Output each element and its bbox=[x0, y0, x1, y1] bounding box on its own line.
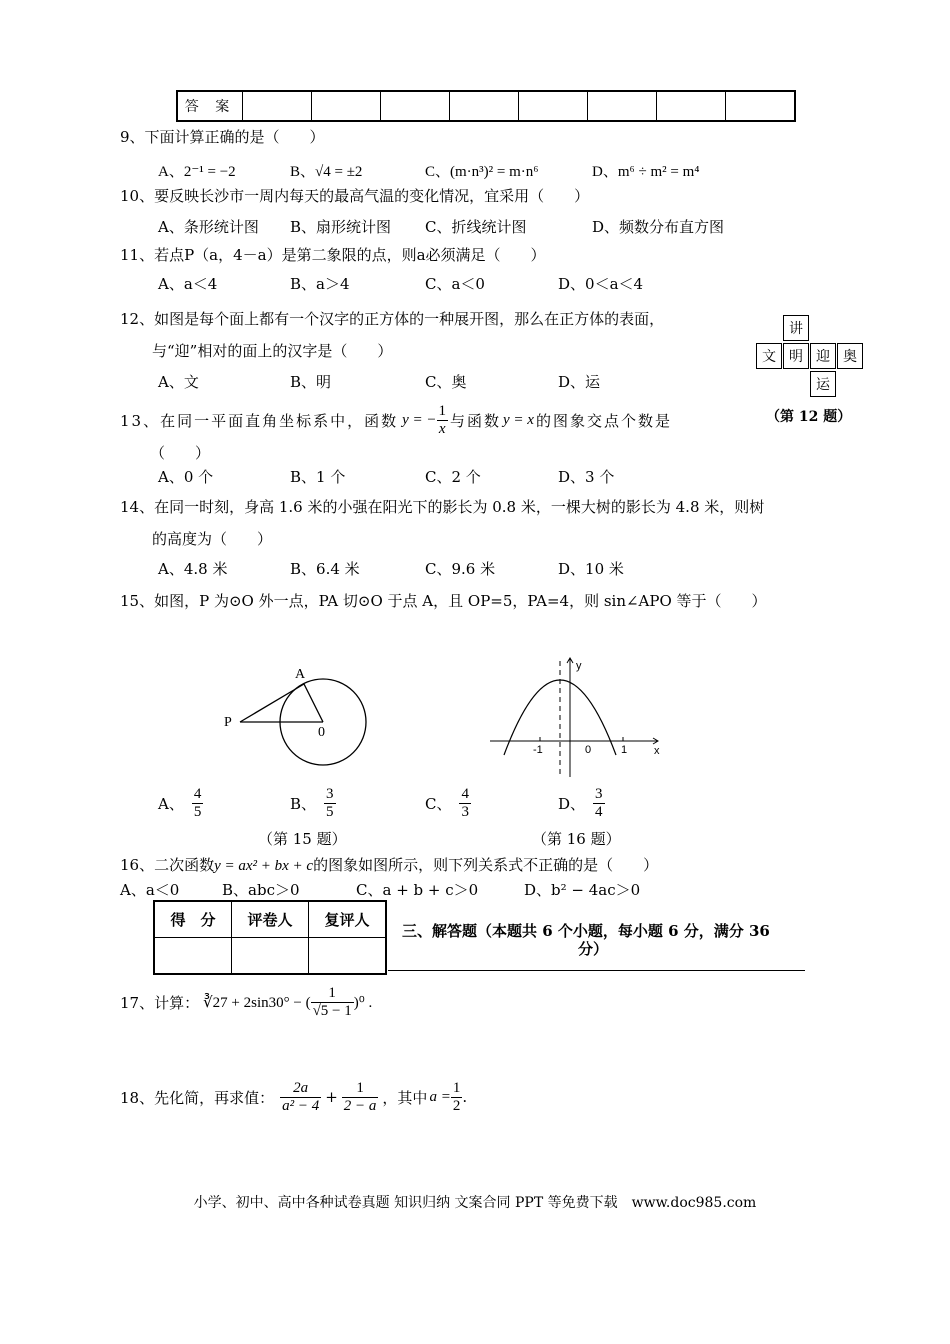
frac-denominator: 5 bbox=[193, 804, 202, 820]
label-p: P bbox=[224, 715, 232, 730]
option-prefix: D、 bbox=[558, 795, 586, 813]
frac-denominator: 2 − a bbox=[343, 1097, 377, 1114]
cube-face: 奥 bbox=[837, 343, 863, 369]
label-one: 1 bbox=[621, 744, 628, 756]
frac-denominator: 4 bbox=[595, 804, 603, 820]
q14-stem-line1: 14、在同一时刻，身高 1.6 米的小强在阳光下的影长为 0.8 米，一棵大树的影长为 4.8 米，则树 bbox=[120, 498, 765, 516]
q13-stem-b: 与函数 bbox=[450, 411, 502, 430]
reviewer-header: 复评人 bbox=[309, 901, 387, 938]
q12-option-c: C、奥 bbox=[425, 373, 467, 391]
cube-face: 文 bbox=[756, 343, 782, 369]
radius-oa bbox=[304, 684, 323, 722]
score-header: 得 分 bbox=[154, 901, 232, 938]
score-table bbox=[153, 900, 387, 975]
frac-numerator: 4 bbox=[461, 786, 469, 802]
q13-func2: y = x bbox=[503, 411, 534, 428]
q9-option-b: B、√4 = ±2 bbox=[290, 164, 363, 180]
answer-cell[interactable] bbox=[243, 91, 312, 121]
q12-option-a: A、文 bbox=[158, 373, 199, 391]
frac-denominator: a² − 4 bbox=[282, 1097, 320, 1114]
q12-option-b: B、明 bbox=[290, 373, 332, 391]
q13-option-b: B、1 个 bbox=[290, 468, 346, 486]
q18-end: . bbox=[462, 1088, 468, 1106]
q13-stem-a: 13、在同一平面直角坐标系中，函数 bbox=[120, 411, 399, 430]
q18-fraction-1 bbox=[280, 1080, 321, 1115]
label-a: A bbox=[295, 667, 306, 682]
label-o: 0 bbox=[318, 725, 325, 740]
q13-stem-c: 的图象交点个数是 bbox=[535, 411, 672, 430]
q16-caption: （第 16 题） bbox=[532, 830, 621, 848]
answer-cell[interactable] bbox=[726, 91, 796, 121]
frac-numerator: 1 bbox=[452, 1079, 461, 1096]
answer-cell[interactable] bbox=[450, 91, 519, 121]
answer-cell[interactable] bbox=[312, 91, 381, 121]
section3-divider bbox=[388, 970, 805, 971]
option-prefix: C、 bbox=[425, 795, 452, 813]
q12-option-d: D、运 bbox=[558, 373, 601, 391]
score-cell[interactable] bbox=[154, 938, 232, 975]
grader-header: 评卷人 bbox=[232, 901, 309, 938]
q17 bbox=[120, 982, 372, 1022]
q17-expr-b: )⁰ . bbox=[353, 994, 373, 1011]
q9-stem: 9、下面计算正确的是（ ） bbox=[120, 128, 325, 146]
q16-option-a: A、a＜0 bbox=[120, 881, 180, 899]
q10-option-d: D、频数分布直方图 bbox=[592, 218, 725, 236]
reviewer-cell[interactable] bbox=[309, 938, 387, 975]
q10-option-c: C、折线统计图 bbox=[425, 218, 527, 236]
q11-option-c: C、a＜0 bbox=[425, 275, 485, 293]
q10-option-b: B、扇形统计图 bbox=[290, 218, 392, 236]
tangent-pa bbox=[240, 684, 304, 722]
label-y: y bbox=[576, 660, 582, 672]
q12-caption: （第 12 题） bbox=[766, 409, 852, 425]
section3-heading-line2: 分） bbox=[578, 940, 609, 958]
q17-expr-a: ∛27 + 2sin30° − ( bbox=[203, 994, 311, 1011]
q10-option-a: A、条形统计图 bbox=[158, 218, 259, 236]
footer-text: 小学、初中、高中各种试卷真题 知识归纳 文案合同 PPT 等免费下载 www.doc985.com bbox=[193, 1195, 757, 1211]
q9-option-c: C、(m·n³)² = m·n⁶ bbox=[425, 164, 539, 180]
q11-option-b: B、a＞4 bbox=[290, 275, 350, 293]
q18-label: 18、先化简，再求值： bbox=[120, 1088, 275, 1107]
cube-face-bottom: 运 bbox=[810, 371, 836, 397]
cube-face: 明 bbox=[783, 343, 809, 369]
option-fraction bbox=[192, 786, 204, 821]
option-fraction bbox=[459, 786, 471, 821]
q12-stem-line1: 12、如图是每个面上都有一个汉字的正方体的一种展开图，那么在正方体的表面， bbox=[120, 310, 665, 328]
q11-option-a: A、a＜4 bbox=[158, 275, 218, 293]
q16-option-d: D、b² − 4ac＞0 bbox=[524, 881, 641, 899]
frac-numerator: 3 bbox=[326, 786, 334, 802]
q18-fraction-2 bbox=[342, 1080, 379, 1115]
q13-func1-prefix: y = − bbox=[402, 411, 437, 428]
grader-cell[interactable] bbox=[232, 938, 309, 975]
q15-figure bbox=[215, 660, 375, 775]
q14-stem-line2: 的高度为（ ） bbox=[152, 530, 273, 548]
section3-heading-line1: 三、解答题（本题共 6 个小题，每小题 6 分，满分 36 bbox=[402, 922, 770, 940]
frac-denominator: 2 bbox=[452, 1097, 461, 1114]
frac-denominator: x bbox=[438, 420, 446, 437]
answer-cell[interactable] bbox=[519, 91, 588, 121]
frac-numerator: 2a bbox=[280, 1080, 321, 1098]
cube-face: 迎 bbox=[810, 343, 836, 369]
q16-figure bbox=[490, 655, 665, 780]
option-fraction bbox=[324, 786, 336, 821]
q11-stem: 11、若点P（a，4－a）是第二象限的点，则a必须满足（ ） bbox=[120, 246, 546, 264]
q15-stem: 15、如图，P 为⊙O 外一点，PA 切⊙O 于点 A，且 OP=5，PA=4，则 sin∠APO 等于（ ） bbox=[120, 592, 767, 610]
q18-mid: ，其中 bbox=[382, 1088, 428, 1107]
q16-option-b: B、abc＞0 bbox=[222, 881, 300, 899]
frac-numerator: 3 bbox=[595, 786, 603, 802]
q15-caption: （第 15 题） bbox=[258, 830, 347, 848]
answer-table bbox=[176, 90, 796, 122]
label-x: x bbox=[654, 745, 660, 757]
q16-stem bbox=[120, 854, 658, 875]
q16-option-c: C、a + b + c＞0 bbox=[356, 881, 479, 899]
q16-stem-a: 16、二次函数 bbox=[120, 856, 215, 874]
q13-func1-fraction bbox=[437, 403, 449, 438]
frac-denominator: 5 bbox=[326, 804, 334, 820]
q16-stem-b: 的图象如图所示，则下列关系式不正确的是（ ） bbox=[313, 856, 659, 874]
frac-numerator: 1 bbox=[438, 402, 446, 419]
q13-stem-line2: （ ） bbox=[150, 444, 211, 462]
answer-cell[interactable] bbox=[657, 91, 726, 121]
q18-plus: + bbox=[325, 1088, 338, 1106]
option-fraction bbox=[593, 786, 605, 821]
q16-func: y = ax² + bx + c bbox=[214, 858, 314, 874]
frac-denominator: 3 bbox=[461, 804, 469, 820]
q18 bbox=[120, 1076, 467, 1118]
q13-option-c: C、2 个 bbox=[425, 468, 481, 486]
q15-option-d bbox=[558, 786, 605, 821]
q10-stem: 10、要反映长沙市一周内每天的最高气温的变化情况，宜采用（ ） bbox=[120, 187, 590, 205]
answer-cell[interactable] bbox=[588, 91, 657, 121]
label-zero: 0 bbox=[585, 744, 592, 756]
cube-face-top: 讲 bbox=[783, 315, 809, 341]
answer-label: 答 案 bbox=[177, 91, 243, 121]
q17-fraction bbox=[311, 985, 354, 1020]
q9-option-a: A、2⁻¹ = −2 bbox=[158, 164, 236, 180]
q15-option-c bbox=[425, 786, 471, 821]
q13-option-d: D、3 个 bbox=[558, 468, 615, 486]
q11-option-d: D、0＜a＜4 bbox=[558, 275, 644, 293]
q17-label: 17、计算： bbox=[120, 993, 200, 1012]
q13-option-a: A、0 个 bbox=[158, 468, 214, 486]
q14-option-b: B、6.4 米 bbox=[290, 560, 360, 578]
q18-given-fraction bbox=[451, 1080, 463, 1115]
q14-option-a: A、4.8 米 bbox=[158, 560, 228, 578]
option-prefix: B、 bbox=[290, 795, 317, 813]
label-neg1: -1 bbox=[533, 744, 543, 756]
q9-option-d: D、m⁶ ÷ m² = m⁴ bbox=[592, 164, 700, 180]
q14-option-c: C、9.6 米 bbox=[425, 560, 496, 578]
frac-numerator: 4 bbox=[193, 786, 202, 802]
frac-numerator: 1 bbox=[311, 985, 354, 1003]
frac-numerator: 1 bbox=[342, 1080, 379, 1098]
q13-stem bbox=[120, 402, 672, 438]
option-prefix: A、 bbox=[158, 795, 184, 813]
q14-option-d: D、10 米 bbox=[558, 560, 624, 578]
q15-option-b bbox=[290, 786, 336, 821]
q15-option-a bbox=[158, 786, 203, 821]
answer-cell[interactable] bbox=[381, 91, 450, 121]
q12-stem-line2: 与“迎”相对的面上的汉字是（ ） bbox=[152, 342, 393, 360]
frac-denominator: √5 − 1 bbox=[312, 1002, 352, 1019]
q18-given: a = bbox=[429, 1088, 451, 1105]
